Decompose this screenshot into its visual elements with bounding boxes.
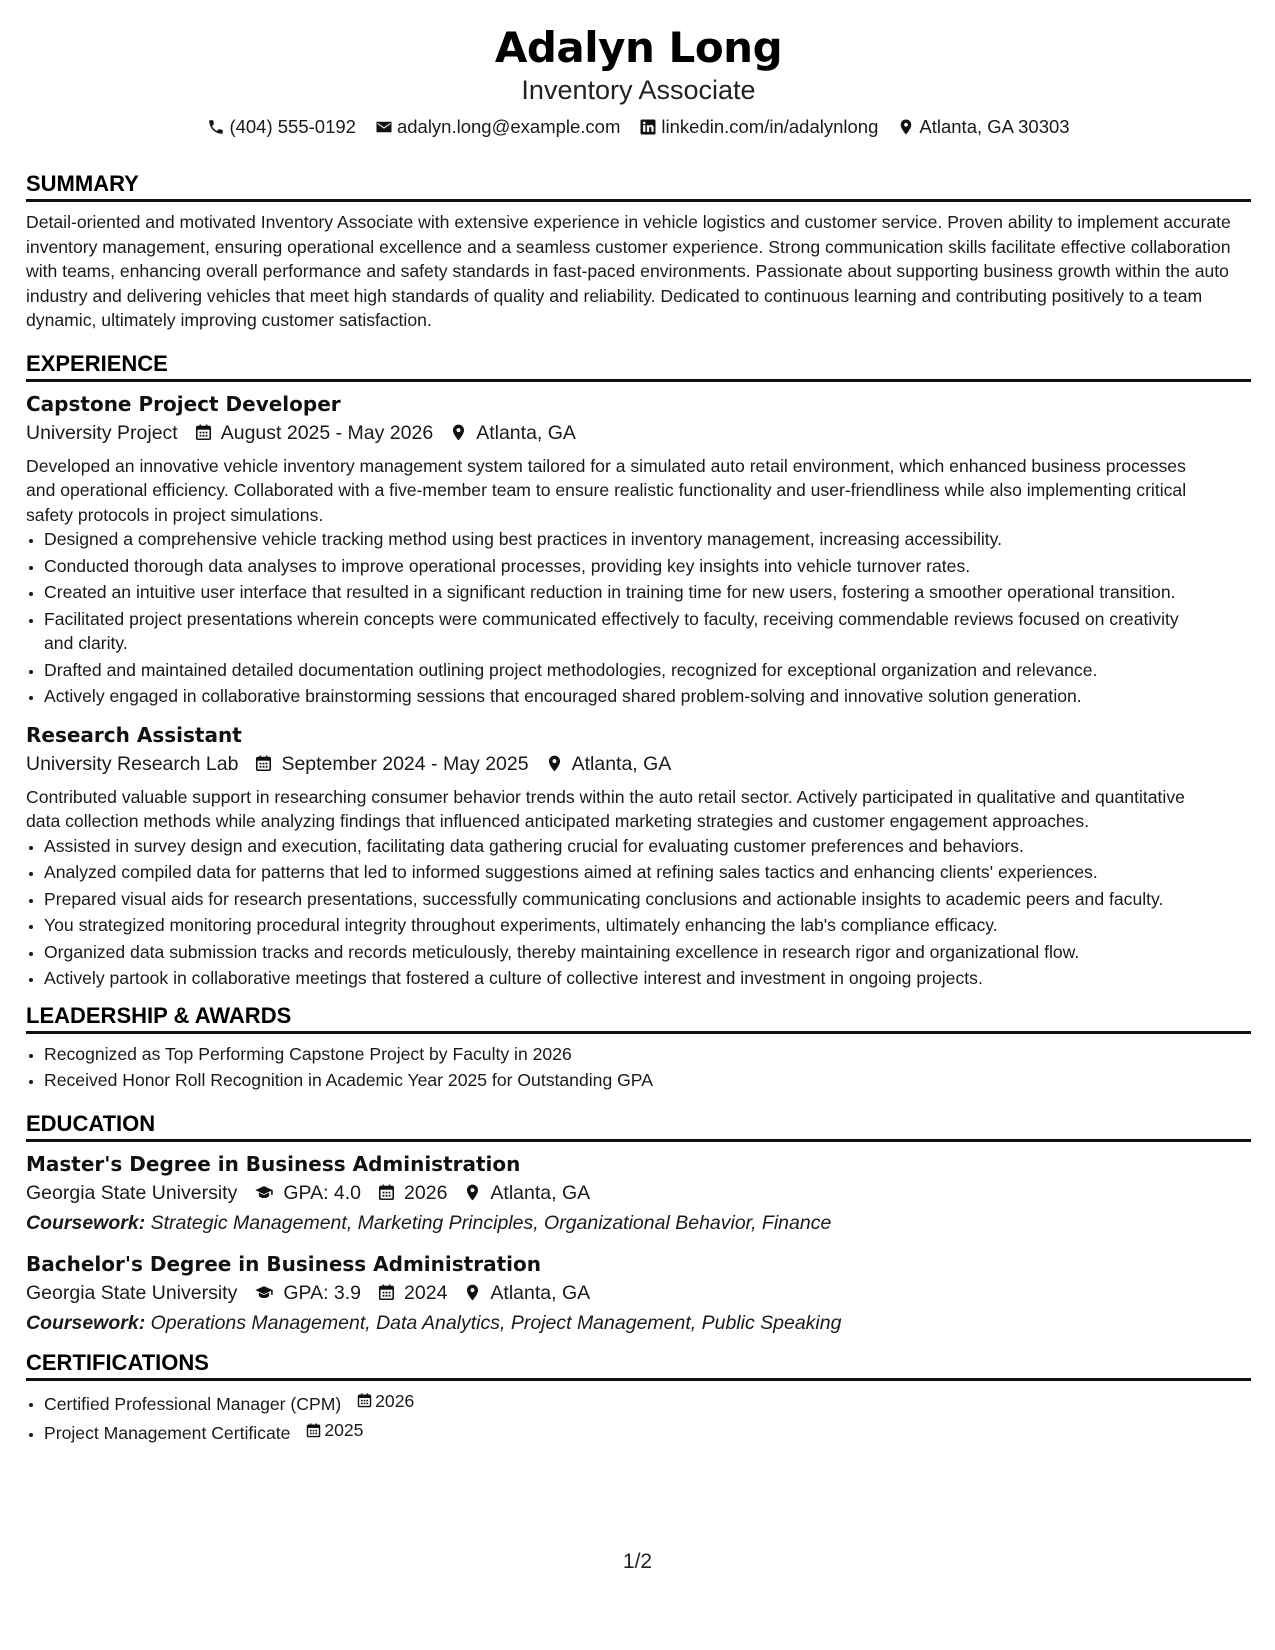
linkedin-icon	[639, 118, 657, 136]
experience-entry	[26, 390, 1251, 709]
job-dates-text: August 2025 - May 2026	[220, 421, 434, 444]
candidate-title: Inventory Associate	[521, 75, 756, 105]
experience-section	[26, 351, 1251, 991]
list-item: • Actively engaged in collaborative brainstorming sessions that encouraged shared problem-solving and innovative solution generation.	[44, 684, 1211, 709]
summary-section	[26, 171, 1251, 333]
contact-row	[26, 115, 1251, 139]
school-name: Georgia State University	[26, 1181, 238, 1204]
education-entry	[26, 1150, 1251, 1238]
job-location-text: Atlanta, GA	[476, 421, 576, 444]
education-meta	[26, 1178, 1251, 1208]
calendar-icon	[194, 423, 213, 442]
mail-icon	[375, 118, 393, 136]
cert-year: 2026	[375, 1390, 415, 1411]
location-text: Atlanta, GA 30303	[919, 116, 1070, 137]
grad-year	[377, 1278, 447, 1308]
list-item	[44, 1418, 1211, 1445]
coursework-label: Coursework:	[26, 1311, 146, 1334]
summary-text: Detail-oriented and motivated Inventory Associate with extensive experience in vehicle logistics and customer service. Proven ability to implement accurate inventory management, ensuring operational excellence and a seamless customer experience. Strong communication skills facilitate effective collaboration with teams, enhancing overall performance and safety standards in fast-paced environments. Passionate about supporting business growth within the auto industry and delivering vehicles that meet high standards of quality and reliability. Dedicated to continuous learning and contributing positively to a team dynamic, ultimately improving customer satisfaction.	[26, 212, 1231, 330]
phone-icon	[207, 118, 225, 136]
gpa-text: GPA: 3.9	[283, 1281, 362, 1304]
job-title: Research Assistant	[26, 722, 242, 747]
list-item: • Conducted thorough data analyses to improve operational processes, providing key insights into vehicle turnover rates.	[44, 554, 1211, 579]
experience-entry	[26, 721, 1251, 991]
job-bullets	[26, 834, 1251, 991]
cert-name: Certified Professional Manager (CPM)	[44, 1393, 342, 1414]
certifications-list	[26, 1389, 1251, 1446]
graduation-cap-icon	[253, 1183, 275, 1202]
coursework-label: Coursework:	[26, 1211, 146, 1234]
grad-year-text: 2024	[404, 1281, 448, 1304]
job-location	[545, 749, 672, 779]
job-org: University Research Lab	[26, 752, 239, 775]
coursework	[26, 1308, 1251, 1338]
section-heading: LEADERSHIP & AWARDS	[26, 1003, 1251, 1034]
contact-linkedin[interactable]	[639, 115, 878, 139]
school-location	[463, 1178, 590, 1208]
page-number: 1/2	[622, 1550, 653, 1573]
job-description: Contributed valuable support in researching consumer behavior trends within the auto retail sector. Actively participated in qualitative and quantitative data collection methods while analyzing findings that influenced anticipated marketing strategies and customer engagement approaches.	[26, 786, 1185, 831]
gpa	[253, 1278, 361, 1308]
leadership-section	[26, 1003, 1251, 1093]
education-entry	[26, 1250, 1251, 1338]
list-item: • Actively partook in collaborative meetings that fostered a culture of collective interest and investment in ongoing projects.	[44, 966, 1211, 991]
list-item: • Facilitated project presentations wherein concepts were communicated effectively to faculty, receiving commendable reviews focused on creativity and clarity.	[44, 607, 1211, 656]
contact-email[interactable]	[375, 115, 620, 139]
calendar-icon	[305, 1422, 322, 1439]
awards-list	[26, 1042, 1251, 1093]
job-dates	[254, 749, 528, 779]
cert-name: Project Management Certificate	[44, 1422, 291, 1443]
contact-location	[897, 115, 1069, 139]
list-item: • Created an intuitive user interface that resulted in a significant reduction in training time for new users, fostering a smoother operational transition.	[44, 580, 1211, 605]
certifications-section	[26, 1350, 1251, 1446]
resume-page	[26, 0, 1251, 1447]
contact-phone[interactable]	[207, 115, 356, 139]
job-meta	[26, 418, 1251, 448]
list-item: • Prepared visual aids for research presentations, successfully communicating conclusions and actionable insights to academic peers and faculty.	[44, 887, 1211, 912]
degree-title: Master's Degree in Business Administration	[26, 1151, 521, 1176]
resume-header	[26, 0, 1251, 139]
coursework-text: Operations Management, Data Analytics, Project Management, Public Speaking	[150, 1311, 842, 1334]
candidate-name: Adalyn Long	[494, 23, 783, 72]
calendar-icon	[377, 1283, 396, 1302]
job-location	[449, 418, 576, 448]
map-pin-icon	[897, 118, 915, 136]
job-dates-text: September 2024 - May 2025	[281, 752, 529, 775]
cert-date	[305, 1418, 363, 1443]
calendar-icon	[254, 754, 273, 773]
cert-year: 2025	[324, 1419, 364, 1440]
section-heading: EXPERIENCE	[26, 351, 1251, 382]
job-org: University Project	[26, 421, 178, 444]
school-location-text: Atlanta, GA	[490, 1281, 591, 1304]
school-location-text: Atlanta, GA	[490, 1181, 591, 1204]
education-section	[26, 1111, 1251, 1338]
list-item: • Assisted in survey design and execution, facilitating data gathering crucial for evaluating customer preferences and behaviors.	[44, 834, 1211, 859]
list-item: • Recognized as Top Performing Capstone Project by Faculty in 2026	[44, 1042, 1211, 1067]
section-heading: EDUCATION	[26, 1111, 1251, 1142]
job-description: Developed an innovative vehicle inventory management system tailored for a simulated auto retail environment, which enhanced business processes and operational efficiency. Collaborated with a five-member team to ensure realistic functionality and user-friendliness while also implementing critical safety protocols in project simulations.	[26, 455, 1187, 525]
coursework-text: Strategic Management, Marketing Principles, Organizational Behavior, Finance	[150, 1211, 832, 1234]
school-location	[463, 1278, 590, 1308]
gpa-text: GPA: 4.0	[283, 1181, 362, 1204]
map-pin-icon	[463, 1283, 482, 1302]
cert-date	[356, 1389, 414, 1414]
school-name: Georgia State University	[26, 1281, 238, 1304]
grad-year-text: 2026	[404, 1181, 448, 1204]
section-heading: CERTIFICATIONS	[26, 1350, 1251, 1381]
coursework	[26, 1208, 1251, 1238]
list-item: • Analyzed compiled data for patterns that led to informed suggestions aimed at refining sales tactics and enhancing clients' experiences.	[44, 860, 1211, 885]
job-dates	[194, 418, 433, 448]
list-item: • You strategized monitoring procedural integrity throughout experiments, ultimately enhancing the lab's compliance efficacy.	[44, 913, 1211, 938]
email-text: adalyn.long@example.com	[396, 116, 621, 137]
job-meta	[26, 749, 1251, 779]
gpa	[253, 1178, 361, 1208]
phone-text: (404) 555-0192	[229, 116, 356, 137]
list-item	[44, 1389, 1211, 1416]
calendar-icon	[356, 1392, 373, 1409]
degree-title: Bachelor's Degree in Business Administration	[26, 1251, 541, 1276]
grad-year	[377, 1178, 447, 1208]
section-heading: SUMMARY	[26, 171, 1251, 202]
map-pin-icon	[545, 754, 564, 773]
map-pin-icon	[449, 423, 468, 442]
list-item: • Organized data submission tracks and records meticulously, thereby maintaining excellence in research rigor and organizational flow.	[44, 940, 1211, 965]
job-location-text: Atlanta, GA	[571, 752, 672, 775]
list-item: • Drafted and maintained detailed documentation outlining project methodologies, recognized for exceptional organization and relevance.	[44, 658, 1211, 683]
graduation-cap-icon	[253, 1283, 275, 1302]
map-pin-icon	[463, 1183, 482, 1202]
calendar-icon	[377, 1183, 396, 1202]
education-meta	[26, 1278, 1251, 1308]
job-bullets	[26, 527, 1251, 709]
list-item: • Received Honor Roll Recognition in Academic Year 2025 for Outstanding GPA	[44, 1068, 1211, 1093]
job-title: Capstone Project Developer	[26, 391, 341, 416]
list-item: • Designed a comprehensive vehicle tracking method using best practices in inventory management, increasing accessibility.	[44, 527, 1211, 552]
linkedin-text: linkedin.com/in/adalynlong	[661, 116, 879, 137]
